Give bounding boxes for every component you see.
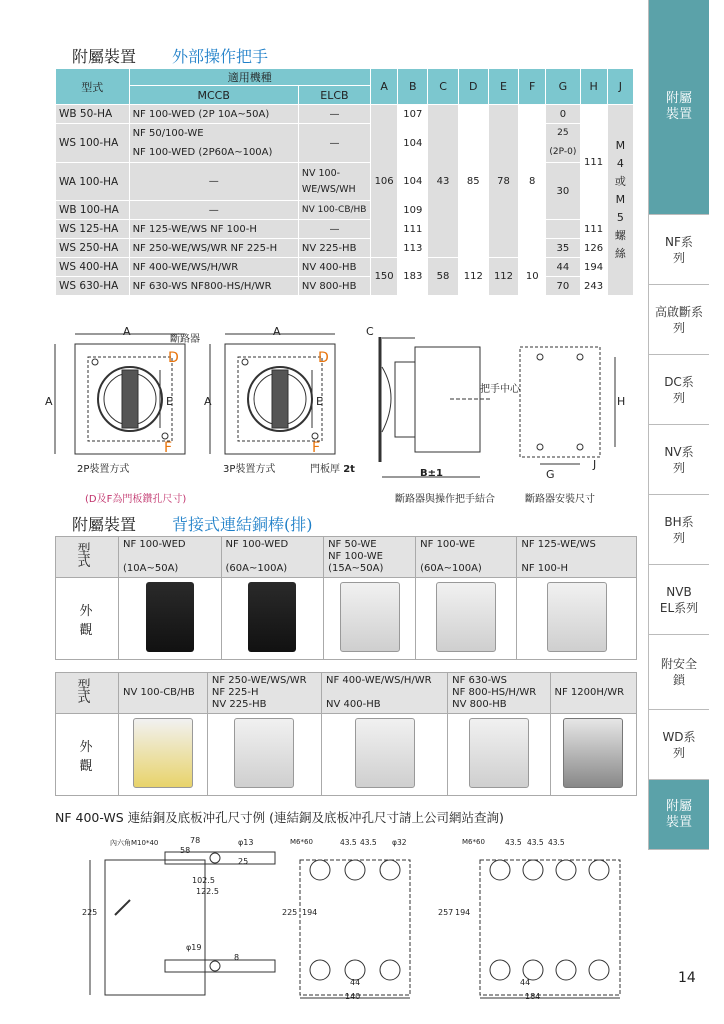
row-model: WB 100-HA [56, 201, 130, 220]
dim-h-label: H [617, 395, 626, 408]
row-elcb: — [298, 124, 370, 163]
row-model: WA 100-HA [56, 163, 130, 201]
sidebar-item-bh[interactable]: BH系列 [649, 495, 709, 565]
prod3-l2: (15A~50A) [328, 563, 384, 574]
product-image-1 [119, 714, 208, 796]
row-elcb: NV 800-HB [298, 277, 370, 296]
cell-f-8: 8 [519, 105, 546, 258]
cell-b: 104 [398, 124, 428, 163]
bb-78: 78 [190, 836, 201, 845]
bb-front-hole [523, 860, 543, 880]
bb-front-hole [556, 860, 576, 880]
bb-front-hole [345, 860, 365, 880]
section1-title [72, 44, 268, 67]
prod2-l2: (60A~100A) [225, 563, 288, 574]
sidebar-item-dc[interactable]: DC系列 [649, 355, 709, 425]
bb-25: 25 [238, 857, 249, 866]
label-3p: 3P裝置方式 [223, 464, 276, 475]
sidebar-item-nv[interactable]: NV系列 [649, 425, 709, 495]
product-image-5 [550, 714, 637, 796]
row-mccb: NF 400-WE/WS/H/WR [129, 258, 298, 277]
row-model: WS 630-HA [56, 277, 130, 296]
bb2-phi32: φ32 [392, 838, 407, 847]
p2-c2-l1b: NF 225-H [211, 687, 259, 698]
page-number: 14 [678, 970, 696, 986]
bb-58: 58 [180, 846, 191, 855]
bb-phi13: φ13 [238, 838, 254, 847]
cell-h: 111 [580, 220, 607, 239]
j-text-6: 絲 [614, 247, 626, 260]
p2-c3-l2: NV 400-HB [326, 699, 381, 710]
prod-header-2 [207, 673, 321, 714]
p2-c2-l2: NV 225-HB [211, 699, 267, 710]
door-hole-note: (D及F為門板鑽孔尺寸) [85, 494, 187, 505]
j-text-1: 4 [616, 157, 624, 170]
row-mccb [129, 124, 298, 163]
cell-b: 109 [398, 201, 428, 220]
label-handle-center: 把手中心 [480, 384, 520, 395]
handle-side-body [395, 362, 415, 437]
row-mccb: NF 250-WE/WS/WR NF 225-H [129, 239, 298, 258]
cell-c-58: 58 [428, 258, 458, 296]
p2-c4-l1: NF 630-WS [452, 675, 508, 686]
bb-front-hole [380, 960, 400, 980]
product-image-4 [448, 714, 550, 796]
bb-handle [115, 900, 130, 915]
g-25: 25 [557, 128, 569, 138]
prod-header-4 [448, 673, 550, 714]
cell-b: 113 [398, 239, 428, 258]
bb-front-hole [589, 860, 609, 880]
row-model: WB 50-HA [56, 105, 130, 124]
bb-side-hole-bottom [210, 961, 220, 971]
label-door-thickness [310, 460, 355, 475]
breaker-photo-white-3p [234, 718, 294, 788]
bb3-194: 194 [455, 908, 471, 917]
th-col-d: D [458, 69, 488, 105]
cell-g: 70 [546, 277, 580, 296]
th-col-a: A [371, 69, 398, 105]
hole-3p-1 [242, 359, 248, 365]
cell-h: 243 [580, 277, 607, 296]
hole-3p-2 [312, 433, 318, 439]
prod4-l2: (60A~100A) [420, 563, 482, 574]
bb-front-hole [310, 960, 330, 980]
th-model: 型式 [56, 69, 130, 105]
prod3-l1: NF 50-WE [328, 539, 377, 550]
bb-front-hole [490, 860, 510, 880]
breaker-photo-grey-3p [563, 718, 623, 788]
label-breaker-2p: 斷路器 [170, 334, 200, 345]
dim-a-2p: A [123, 325, 131, 338]
prod1-l1: NF 100-WED [123, 539, 186, 550]
th-col-h: H [580, 69, 607, 105]
mount-hole-4 [577, 444, 583, 450]
row-elcb: — [298, 105, 370, 124]
breaker-photo-white-3p [340, 582, 400, 652]
prod-header-5: NF 1200H/WR [550, 673, 637, 714]
bb3-257: 257 [438, 908, 454, 917]
breaker-photo-white-3p [355, 718, 415, 788]
bb3-435b: 43.5 [527, 838, 544, 847]
sidebar-item-high-breaking[interactable]: 高啟斷系列 [649, 285, 709, 355]
bb-hex-label: 內六角M10*40 [110, 839, 159, 847]
row-model: WS 250-HA [56, 239, 130, 258]
prod5-l1: NF 125-WE/WS [521, 539, 596, 550]
door-thickness-text: 門板厚 [310, 464, 340, 475]
cell-j-screw [607, 105, 633, 296]
row-mccb-line1: NF 50/100-WE [132, 128, 204, 139]
sidebar-item-accessories[interactable]: 附屬裝置 [649, 780, 709, 850]
row-elcb: NV 400-HB [298, 258, 370, 277]
bb2-m6: M6*60 [290, 838, 313, 846]
prod5-l2: NF 100-H [521, 563, 569, 574]
label-2p: 2P裝置方式 [77, 464, 130, 475]
dim-a-3p: A [273, 325, 281, 338]
caption-mount: 斷路器安裝尺寸 [525, 494, 595, 505]
bb-8: 8 [234, 953, 240, 962]
section1-main-title: 附屬裝置 [72, 47, 137, 66]
type-label: 型 式 [56, 673, 119, 714]
cell-b: 111 [398, 220, 428, 239]
breaker-photo-yellow [133, 718, 193, 788]
look-label: 外 觀 [56, 578, 119, 660]
breaker-photo-white-3p [469, 718, 529, 788]
handle-3p-bar [272, 370, 288, 428]
dim-j-label: J [593, 458, 597, 471]
section2-title [72, 512, 313, 535]
dim-f-2p: F [164, 440, 173, 456]
bb3-44: 44 [520, 978, 531, 987]
cell-a-150: 150 [371, 258, 398, 296]
sidebar-item-nvbel[interactable]: NVB EL系列 [649, 565, 709, 635]
bb-front-hole [523, 960, 543, 980]
prod-header-3 [322, 673, 448, 714]
cell-c-43: 43 [428, 105, 458, 258]
label-b-tolerance: B±1 [420, 468, 443, 479]
caption-combo: 斷路器與操作把手結合 [395, 494, 495, 505]
sidebar-item-nf[interactable]: NF系列 [649, 215, 709, 285]
row-elcb: — [298, 220, 370, 239]
j-text-2: 或 [614, 175, 626, 188]
cell-b-183: 183 [398, 258, 428, 296]
th-col-c: C [428, 69, 458, 105]
product-table-2 [55, 672, 637, 796]
prod2-l1: NF 100-WED [225, 539, 289, 550]
g-2p0: (2P-0) [549, 147, 577, 157]
product-image-3 [322, 714, 448, 796]
type-label: 型 式 [56, 537, 119, 578]
cell-b: 104 [398, 163, 428, 201]
p2-c2-l1: NF 250-WE/WS/WR [211, 675, 307, 686]
p2-c4-l2: NV 800-HB [452, 699, 507, 710]
bb2-435a: 43.5 [340, 838, 357, 847]
bb-front-hole [380, 860, 400, 880]
bb-side-hole-top [210, 853, 220, 863]
cell-h: 194 [580, 258, 607, 277]
bb2-225: 225 [282, 908, 298, 917]
bb3-435c: 43.5 [548, 838, 565, 847]
cell-h: 126 [580, 239, 607, 258]
cell-g: 44 [546, 258, 580, 277]
sidebar-item-accessories-top[interactable]: 附屬裝置 [649, 0, 709, 215]
prod4-l1: NF 100-WE [420, 539, 476, 550]
dim-d-2p: D [168, 350, 179, 366]
breaker-photo-white-3p [547, 582, 607, 652]
th-col-j: J [607, 69, 633, 105]
bb2-435b: 43.5 [360, 838, 377, 847]
row-elcb: NV 225-HB [298, 239, 370, 258]
prod-header-2 [221, 537, 324, 578]
cell-g-empty [546, 220, 580, 239]
prod3-l1b: NF 100-WE [328, 551, 383, 562]
row-elcb: NV 100-CB/HB [298, 201, 370, 220]
product-image-1 [119, 578, 222, 660]
bb3-184: 184 [525, 992, 541, 1001]
prod-header-4 [416, 537, 517, 578]
j-text-3: M [615, 193, 626, 206]
th-col-e: E [488, 69, 518, 105]
bb-side-body [105, 860, 205, 995]
j-text-4: 5 [616, 211, 624, 224]
look-label: 外 觀 [56, 714, 119, 796]
cell-b: 107 [398, 105, 428, 124]
section2-main-title: 附屬裝置 [72, 515, 137, 534]
mount-frame [520, 347, 600, 457]
hole-2p-2 [162, 433, 168, 439]
cell-e-112: 112 [488, 258, 518, 296]
cell-a-106: 106 [371, 105, 398, 258]
row-model: WS 125-HA [56, 220, 130, 239]
row-mccb: — [129, 163, 298, 201]
dim-c-label: C [366, 325, 374, 338]
row-mccb: NF 100-WED (2P 10A~50A) [129, 105, 298, 124]
dim-e-label-2p: E [166, 395, 173, 408]
bb-front-hole [490, 960, 510, 980]
p2-c3-l1: NF 400-WE/WS/H/WR [326, 675, 432, 686]
bb-1225: 122.5 [196, 887, 219, 896]
j-text-5: 螺 [614, 229, 626, 242]
sidebar-item-safety-lock[interactable]: 附安全鎖 [649, 635, 709, 710]
prod-header-1 [119, 537, 222, 578]
prod-header-1: NV 100-CB/HB [119, 673, 208, 714]
prod1-l2: (10A~50A) [123, 563, 179, 574]
cell-d-85: 85 [458, 105, 488, 258]
section1-sub-title: 外部操作把手 [172, 47, 269, 66]
cell-g-25 [546, 124, 580, 163]
mount-hole-2 [577, 354, 583, 360]
dim-g-label: G [546, 468, 555, 481]
prod-header-5 [517, 537, 637, 578]
product-image-2 [221, 578, 324, 660]
sidebar-item-wd[interactable]: WD系列 [649, 710, 709, 780]
cell-h-111-span: 111 [580, 105, 607, 220]
th-col-b: B [398, 69, 428, 105]
dim-a-side-3p: A [204, 395, 212, 408]
cell-g-30: 30 [546, 163, 580, 220]
section2-sub-title: 背接式連結銅棒(排) [172, 515, 313, 534]
bb-front-hole [345, 960, 365, 980]
bb2-44: 44 [350, 978, 361, 987]
th-elcb: ELCB [298, 86, 370, 105]
cell-g: 35 [546, 239, 580, 258]
dim-f-3p: F [312, 440, 321, 456]
spec-table [55, 68, 634, 296]
sidebar [648, 0, 708, 850]
row-mccb-line2: NF 100-WED (2P60A~100A) [132, 147, 273, 158]
handle-side-curve [382, 367, 391, 432]
bb-225-side: 225 [82, 908, 98, 917]
bb-front-hole [589, 960, 609, 980]
row-elcb: NV 100-WE/WS/WH [298, 163, 370, 201]
product-image-4 [416, 578, 517, 660]
product-image-2 [207, 714, 321, 796]
th-applicable: 適用機種 [129, 69, 370, 86]
j-text-0: M [615, 139, 626, 152]
mount-hole-3 [537, 444, 543, 450]
bb-front-hole [556, 960, 576, 980]
breaker-photo-black-2p [248, 582, 296, 652]
door-thickness-value: 2t [343, 464, 355, 475]
section3-title: NF 400-WS 連結銅及底板冲孔尺寸例 (連結銅及底板冲孔尺寸請上公司網站查詢) [55, 810, 504, 825]
p2-c4-l1b: NF 800-HS/H/WR [452, 687, 537, 698]
product-image-3 [324, 578, 416, 660]
mount-hole-1 [537, 354, 543, 360]
th-mccb: MCCB [129, 86, 298, 105]
bb-phi19: φ19 [186, 943, 202, 952]
th-col-g: G [546, 69, 580, 105]
row-mccb: NF 125-WE/WS NF 100-H [129, 220, 298, 239]
product-image-5 [517, 578, 637, 660]
cell-d-112: 112 [458, 258, 488, 296]
prod-header-3 [324, 537, 416, 578]
th-col-f: F [519, 69, 546, 105]
breaker-photo-white-3p [436, 582, 496, 652]
hole-2p-1 [92, 359, 98, 365]
bb2-140: 140 [345, 992, 361, 1001]
bb3-435a: 43.5 [505, 838, 522, 847]
product-table-1 [55, 536, 637, 660]
bb-1025: 102.5 [192, 876, 215, 885]
dim-e-label-3p: E [316, 395, 323, 408]
cell-e-78: 78 [488, 105, 518, 258]
row-mccb: NF 630-WS NF800-HS/H/WR [129, 277, 298, 296]
breaker-photo-black-2p [146, 582, 194, 652]
handle-2p-bar [122, 370, 138, 428]
row-mccb: — [129, 201, 298, 220]
cell-f-10: 10 [519, 258, 546, 296]
cell-g: 0 [546, 105, 580, 124]
dim-d-3p: D [318, 350, 329, 366]
row-model: WS 100-HA [56, 124, 130, 163]
bb3-m6: M6*60 [462, 838, 485, 846]
row-model: WS 400-HA [56, 258, 130, 277]
dim-a-side-2p: A [45, 395, 53, 408]
bb-front-hole [310, 860, 330, 880]
bb2-194: 194 [302, 908, 318, 917]
